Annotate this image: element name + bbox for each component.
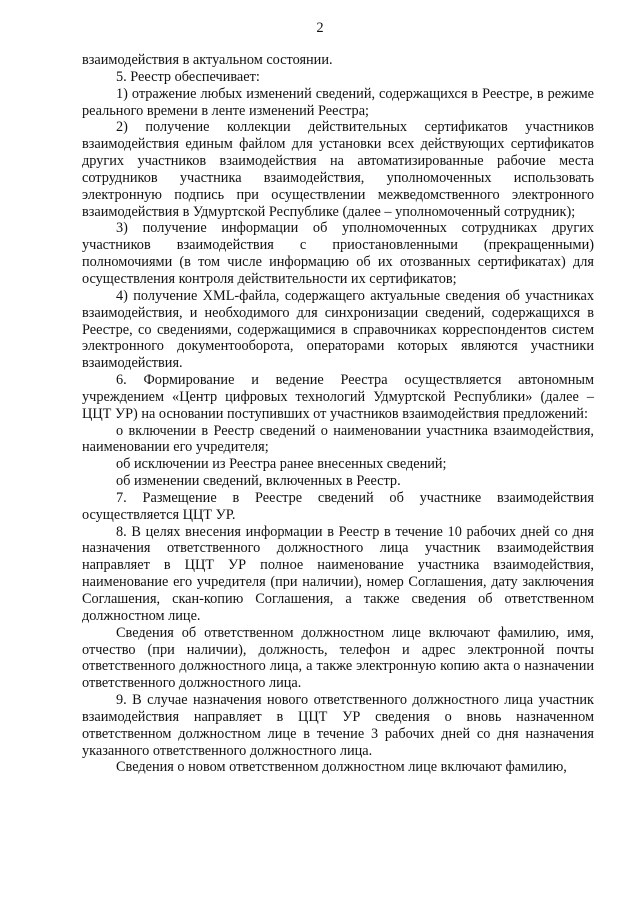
paragraph-subitem-1: 1) отражение любых изменений сведений, содержащихся в Реестре, в режиме реального времени в ленте изменений Реестра; xyxy=(82,85,594,119)
paragraph-continuation: взаимодействия в актуальном состоянии. xyxy=(82,52,333,68)
paragraph-item-8-details: Сведения об ответственном должностном лице включают фамилию, имя, отчество (при наличии), должность, телефон и адрес электронной почты ответственного должностного лица, а также электронную копию акта о назначении ответственного должностного лица. xyxy=(82,624,594,692)
paragraph-item-6-proposal-change: об изменении сведений, включенных в Реестр. xyxy=(116,473,401,490)
document-body xyxy=(82,52,594,776)
paragraph-subitem-4: 4) получение XML-файла, содержащего актуальные сведения об участниках взаимодействия, и необходимого для синхронизации сведений, содержащихся в Реестре, со сведениями, содержащимися в справочниках корреспондентов систем электронного документооборота, операторами которых являются участники взаимодействия. xyxy=(82,287,594,372)
paragraph-item-6: 6. Формирование и ведение Реестра осуществляется автономным учреждением «Центр цифровых технологий Удмуртской Республики» (далее – ЦЦТ УР) на основании поступивших от участников взаимодействия предложений: xyxy=(82,372,594,422)
paragraph-item-6-proposal-exclusion: об исключении из Реестра ранее внесенных сведений; xyxy=(116,456,447,473)
paragraph-item-9-details: Сведения о новом ответственном должностном лице включают фамилию, xyxy=(116,759,567,776)
paragraph-item-8: 8. В целях внесения информации в Реестр в течение 10 рабочих дней со дня назначения ответственного должностного лица участник взаимодействия направляет в ЦЦТ УР полное наименование участника взаимодействия, наименование его учредителя (при наличии), номер Соглашения, дату заключения Соглашения, скан-копию Соглашения, а также сведения об ответственном должностном лице. xyxy=(82,523,594,624)
paragraph-item-7: 7. Размещение в Реестре сведений об участнике взаимодействия осуществляется ЦЦТ УР. xyxy=(82,489,594,523)
page-number: 2 xyxy=(316,20,324,36)
paragraph-item-9: 9. В случае назначения нового ответственного должностного лица участник взаимодействия направляет в ЦЦТ УР сведения о вновь назначенном ответственном должностном лице в течение 3 рабочих дней со дня назначения указанного ответственного должностного лица. xyxy=(82,692,594,759)
paragraph-item-5: 5. Реестр обеспечивает: xyxy=(116,68,260,85)
paragraph-subitem-2: 2) получение коллекции действительных сертификатов участников взаимодействия единым файлом для установки всех действующих сертификатов других участников взаимодействия на автоматизированные рабочие места сотрудников участника взаимодействия, уполномоченных использовать электронную подпись при осуществлении межведомственного электронного взаимодействия в Удмуртской Республике (далее – уполномоченный сотрудник); xyxy=(82,119,594,220)
paragraph-item-6-proposal-inclusion: о включении в Реестр сведений о наименовании участника взаимодействия, наименовании его учредителя; xyxy=(82,422,594,456)
paragraph-subitem-3: 3) получение информации об уполномоченных сотрудниках других участников взаимодействия с приостановленными (прекращенными) полномочиями (в том числе информацию об их отозванных сертификатах) для осуществления контроля действительности их сертификатов; xyxy=(82,220,594,287)
